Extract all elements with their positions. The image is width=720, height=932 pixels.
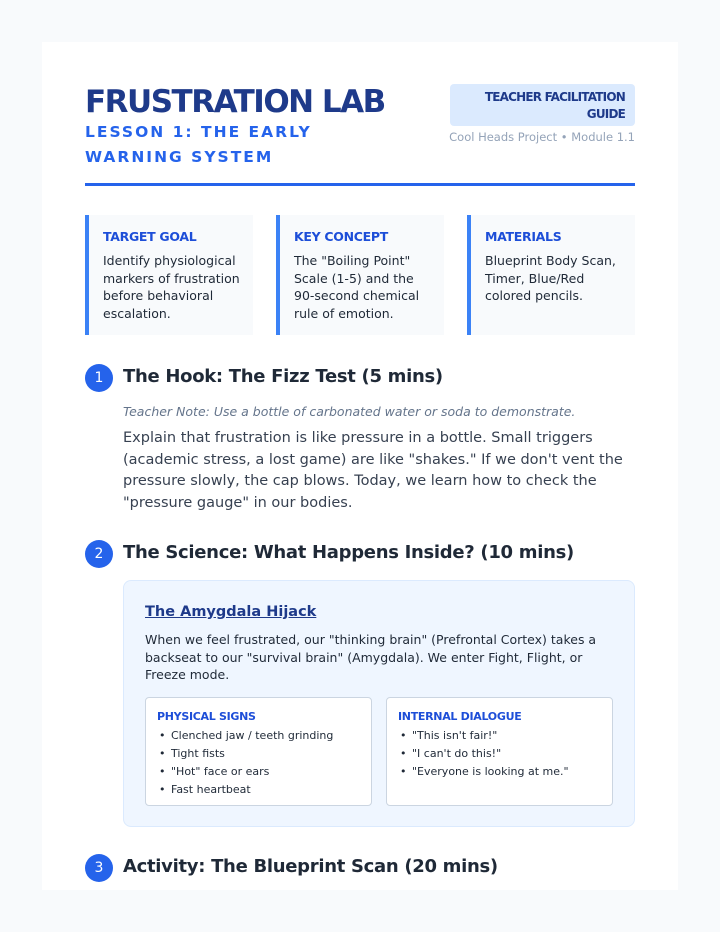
header [85, 84, 635, 188]
teacher-note: Teacher Note: Use a bottle of carbonated water or soda to demonstrate. [123, 404, 576, 419]
section-number-2: 2 [85, 540, 113, 568]
section-title-hook: The Hook: The Fizz Test (5 mins) [123, 366, 443, 387]
internal-dialogue-title: INTERNAL DIALOGUE [398, 710, 522, 723]
card-materials [467, 215, 635, 335]
section-title-science: The Science: What Happens Inside? (10 mins) [123, 542, 574, 563]
card-title: KEY CONCEPT [294, 229, 388, 244]
card-title: TARGET GOAL [103, 229, 197, 244]
card-target-goal [85, 215, 253, 335]
physical-signs-title: PHYSICAL SIGNS [157, 710, 256, 723]
lesson-subtitle: LESSON 1: THE EARLY WARNING SYSTEM [85, 123, 312, 166]
header-divider [85, 183, 635, 186]
module-label: Cool Heads Project • Module 1.1 [449, 130, 635, 144]
amygdala-box [123, 580, 635, 827]
section-number-3: 3 [85, 854, 113, 882]
card-text: Blueprint Body Scan, Timer, Blue/Red colored pencils. [485, 253, 616, 303]
list-item: • Clenched jaw / teeth grinding [157, 727, 361, 745]
guide-badge: TEACHER FACILITATION GUIDE [450, 84, 635, 126]
page-title: FRUSTRATION LAB [85, 84, 385, 120]
section-title-activity: Activity: The Blueprint Scan (20 mins) [123, 856, 498, 877]
amygdala-title: The Amygdala Hijack [145, 604, 317, 620]
list-item: • "I can't do this!" [398, 745, 602, 763]
card-key-concept [276, 215, 444, 335]
section-number-1: 1 [85, 364, 113, 392]
internal-dialogue-list [398, 727, 602, 781]
list-item: • "Hot" face or ears [157, 763, 361, 781]
info-cards [85, 215, 635, 335]
card-text: The "Boiling Point" Scale (1-5) and the 90-second chemical rule of emotion. [294, 253, 420, 321]
amygdala-text: When we feel frustrated, our "thinking brain" (Prefrontal Cortex) takes a backseat to our "survival brain" (Amygdala). We enter Fight, Flight, or Freeze mode. [145, 632, 597, 682]
card-title: MATERIALS [485, 229, 562, 244]
physical-signs-list [157, 727, 361, 799]
card-text: Identify physiological markers of frustration before behavioral escalation. [103, 253, 240, 321]
list-item: • Fast heartbeat [157, 781, 361, 799]
list-item: • "This isn't fair!" [398, 727, 602, 745]
hook-paragraph: Explain that frustration is like pressure in a bottle. Small triggers (academic stress, a lost game) are like "shakes." If we don't vent the pressure slowly, the cap blows. Today, we learn how to check the "pressure gauge" in our bodies. [123, 430, 623, 511]
internal-dialogue-box [386, 697, 613, 806]
physical-signs-box [145, 697, 372, 806]
lesson-page [42, 42, 678, 890]
list-item: • "Everyone is looking at me." [398, 763, 602, 781]
list-item: • Tight fists [157, 745, 361, 763]
